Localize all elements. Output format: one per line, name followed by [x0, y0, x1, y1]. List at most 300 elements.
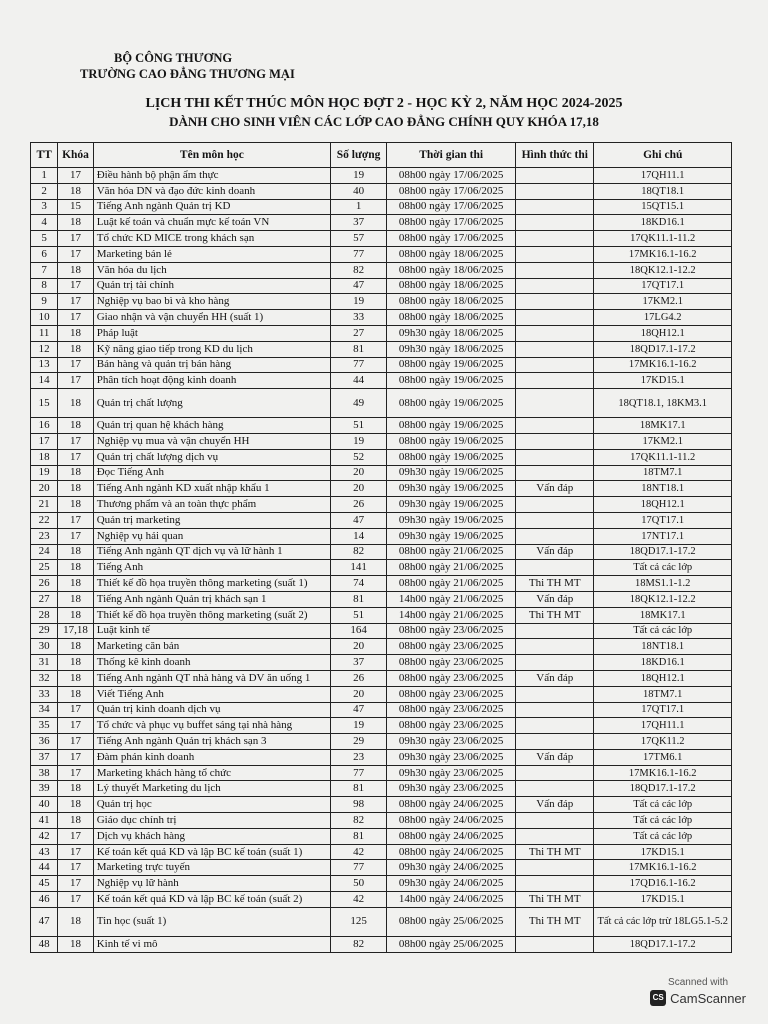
cell-format: Thi TH MT [516, 892, 594, 908]
cell-quantity: 74 [331, 576, 387, 592]
cell-format [516, 294, 594, 310]
cell-tt: 31 [31, 655, 58, 671]
table-row [31, 449, 732, 465]
cell-notes: 18MK17.1 [594, 607, 732, 623]
cell-notes: 17QK11.1-11.2 [594, 449, 732, 465]
cell-tt: 36 [31, 734, 58, 750]
cell-format [516, 262, 594, 278]
cell-subject: Văn hóa DN và đạo đức kinh doanh [93, 183, 330, 199]
cell-format [516, 702, 594, 718]
table-row [31, 183, 732, 199]
cell-quantity: 141 [331, 560, 387, 576]
table-row [31, 655, 732, 671]
table-row [31, 465, 732, 481]
cell-time: 08h00 ngày 18/06/2025 [387, 278, 516, 294]
cell-format [516, 560, 594, 576]
camscanner-watermark [650, 977, 746, 1006]
cell-khoa: 17 [58, 168, 93, 184]
cell-quantity: 37 [331, 215, 387, 231]
cell-format [516, 860, 594, 876]
cell-notes: 17MK16.1-16.2 [594, 357, 732, 373]
cell-khoa: 17 [58, 278, 93, 294]
cell-khoa: 18 [58, 389, 93, 418]
cell-tt: 21 [31, 497, 58, 513]
table-row [31, 373, 732, 389]
cell-tt: 41 [31, 813, 58, 829]
cell-format [516, 936, 594, 952]
cell-quantity: 82 [331, 813, 387, 829]
cell-khoa: 17 [58, 844, 93, 860]
cell-time: 08h00 ngày 18/06/2025 [387, 310, 516, 326]
cell-quantity: 82 [331, 544, 387, 560]
cell-time: 09h30 ngày 19/06/2025 [387, 528, 516, 544]
cell-subject: Tiếng Anh ngành QT dịch vụ và lữ hành 1 [93, 544, 330, 560]
cell-khoa: 18 [58, 418, 93, 434]
cell-notes: Tất cả các lớp [594, 828, 732, 844]
cell-format [516, 389, 594, 418]
cell-tt: 42 [31, 828, 58, 844]
column-header-tt: TT [31, 143, 58, 168]
cell-notes: 17KD15.1 [594, 892, 732, 908]
cell-notes: 18QH12.1 [594, 670, 732, 686]
cell-khoa: 18 [58, 262, 93, 278]
document-title: LỊCH THI KẾT THÚC MÔN HỌC ĐỢT 2 - HỌC KỲ 2, NĂM HỌC 2024-2025 [145, 96, 623, 111]
cell-notes: 17QH11.1 [594, 168, 732, 184]
cell-tt: 19 [31, 465, 58, 481]
cell-khoa: 18 [58, 591, 93, 607]
column-header-khoa: Khóa [58, 143, 93, 168]
cell-tt: 18 [31, 449, 58, 465]
cell-khoa: 17 [58, 528, 93, 544]
cell-khoa: 17 [58, 702, 93, 718]
column-header-quantity: Số lượng [331, 143, 387, 168]
cell-khoa: 17 [58, 749, 93, 765]
table-row [31, 246, 732, 262]
cell-khoa: 15 [58, 199, 93, 215]
cell-subject: Luật kế toán và chuẩn mực kế toán VN [93, 215, 330, 231]
table-row [31, 576, 732, 592]
cell-quantity: 77 [331, 246, 387, 262]
cell-notes: 17KM2.1 [594, 433, 732, 449]
cell-khoa: 17 [58, 433, 93, 449]
cell-time: 08h00 ngày 19/06/2025 [387, 357, 516, 373]
cell-quantity: 82 [331, 262, 387, 278]
cell-quantity: 82 [331, 936, 387, 952]
cell-khoa: 18 [58, 183, 93, 199]
cell-time: 08h00 ngày 17/06/2025 [387, 215, 516, 231]
table-row [31, 310, 732, 326]
cell-notes: 17QT17.1 [594, 702, 732, 718]
cell-format [516, 512, 594, 528]
cell-time: 09h30 ngày 23/06/2025 [387, 749, 516, 765]
table-row [31, 481, 732, 497]
cell-tt: 30 [31, 639, 58, 655]
cell-subject: Marketing trực tuyến [93, 860, 330, 876]
cell-quantity: 77 [331, 357, 387, 373]
cell-quantity: 125 [331, 907, 387, 936]
cell-quantity: 19 [331, 433, 387, 449]
cell-time: 08h00 ngày 18/06/2025 [387, 262, 516, 278]
cell-khoa: 18 [58, 936, 93, 952]
cell-tt: 1 [31, 168, 58, 184]
cell-khoa: 17 [58, 734, 93, 750]
cell-quantity: 52 [331, 449, 387, 465]
cell-khoa: 17 [58, 718, 93, 734]
cell-format [516, 639, 594, 655]
table-row [31, 357, 732, 373]
cell-time: 09h30 ngày 23/06/2025 [387, 765, 516, 781]
cell-quantity: 164 [331, 623, 387, 639]
table-row [31, 860, 732, 876]
cell-khoa: 18 [58, 607, 93, 623]
cell-subject: Tiếng Anh ngành QT nhà hàng và DV ăn uống 1 [93, 670, 330, 686]
cell-format [516, 718, 594, 734]
cell-subject: Thương phẩm và an toàn thực phẩm [93, 497, 330, 513]
table-row [31, 670, 732, 686]
cell-tt: 28 [31, 607, 58, 623]
table-row [31, 639, 732, 655]
cell-time: 08h00 ngày 21/06/2025 [387, 576, 516, 592]
cell-format [516, 433, 594, 449]
cell-notes: 17QK11.1-11.2 [594, 231, 732, 247]
cell-khoa: 18 [58, 481, 93, 497]
cell-notes: 17QT17.1 [594, 278, 732, 294]
cell-format [516, 813, 594, 829]
cell-format: Vấn đáp [516, 749, 594, 765]
cell-tt: 22 [31, 512, 58, 528]
cell-quantity: 33 [331, 310, 387, 326]
cell-time: 08h00 ngày 23/06/2025 [387, 686, 516, 702]
table-row [31, 341, 732, 357]
cell-subject: Văn hóa du lịch [93, 262, 330, 278]
table-row [31, 389, 732, 418]
cell-time: 08h00 ngày 21/06/2025 [387, 544, 516, 560]
cell-subject: Dịch vụ khách hàng [93, 828, 330, 844]
exam-schedule-table [30, 142, 732, 953]
cell-subject: Luật kinh tế [93, 623, 330, 639]
cell-tt: 14 [31, 373, 58, 389]
cell-format [516, 623, 594, 639]
cell-time: 08h00 ngày 18/06/2025 [387, 294, 516, 310]
table-row [31, 607, 732, 623]
cell-khoa: 17 [58, 231, 93, 247]
cell-notes: 18QT18.1, 18KM3.1 [594, 389, 732, 418]
cell-tt: 4 [31, 215, 58, 231]
cell-quantity: 37 [331, 655, 387, 671]
cell-quantity: 26 [331, 497, 387, 513]
cell-quantity: 26 [331, 670, 387, 686]
cell-notes: 17KD15.1 [594, 844, 732, 860]
cell-khoa: 17 [58, 246, 93, 262]
cell-subject: Marketing căn bản [93, 639, 330, 655]
cell-notes: Tất cả các lớp [594, 560, 732, 576]
cell-tt: 40 [31, 797, 58, 813]
cell-time: 08h00 ngày 18/06/2025 [387, 246, 516, 262]
cell-format [516, 465, 594, 481]
cell-quantity: 50 [331, 876, 387, 892]
table-row [31, 215, 732, 231]
cell-format [516, 373, 594, 389]
cell-tt: 39 [31, 781, 58, 797]
table-header-row [31, 143, 732, 168]
cell-subject: Nghiệp vụ hải quan [93, 528, 330, 544]
cell-quantity: 77 [331, 765, 387, 781]
cell-tt: 33 [31, 686, 58, 702]
cell-quantity: 40 [331, 183, 387, 199]
cell-subject: Bán hàng và quản trị bán hàng [93, 357, 330, 373]
cell-subject: Nghiệp vụ bao bì và kho hàng [93, 294, 330, 310]
cell-quantity: 51 [331, 607, 387, 623]
cell-tt: 32 [31, 670, 58, 686]
cell-quantity: 20 [331, 686, 387, 702]
cell-khoa: 18 [58, 639, 93, 655]
cell-quantity: 81 [331, 591, 387, 607]
school-name: TRƯỜNG CAO ĐẲNG THƯƠNG MẠI [80, 67, 295, 81]
table-row [31, 781, 732, 797]
cell-notes: 18QK12.1-12.2 [594, 262, 732, 278]
organization-header [80, 50, 295, 82]
cell-format [516, 828, 594, 844]
ministry-name: BỘ CÔNG THƯƠNG [114, 51, 233, 65]
cell-notes: 18QD17.1-17.2 [594, 781, 732, 797]
cell-time: 08h00 ngày 23/06/2025 [387, 670, 516, 686]
cell-notes: 17MK16.1-16.2 [594, 246, 732, 262]
cell-format [516, 341, 594, 357]
cell-time: 09h30 ngày 19/06/2025 [387, 497, 516, 513]
column-header-notes: Ghi chú [594, 143, 732, 168]
table-row [31, 325, 732, 341]
cell-quantity: 81 [331, 828, 387, 844]
cell-format [516, 686, 594, 702]
cell-notes: 18QD17.1-17.2 [594, 341, 732, 357]
cell-notes: 17QK11.2 [594, 734, 732, 750]
cell-tt: 25 [31, 560, 58, 576]
cell-subject: Giáo dục chính trị [93, 813, 330, 829]
cell-time: 08h00 ngày 24/06/2025 [387, 797, 516, 813]
cell-quantity: 19 [331, 718, 387, 734]
cell-format [516, 325, 594, 341]
cell-subject: Kế toán kết quả KD và lập BC kế toán (suất 2) [93, 892, 330, 908]
column-header-subject: Tên môn học [93, 143, 330, 168]
cell-notes: Tất cả các lớp [594, 797, 732, 813]
cell-format [516, 876, 594, 892]
cell-quantity: 20 [331, 639, 387, 655]
camscanner-logo-icon: CS [650, 990, 666, 1006]
cell-format: Thi TH MT [516, 844, 594, 860]
cell-quantity: 81 [331, 781, 387, 797]
table-body [31, 168, 732, 953]
cell-quantity: 57 [331, 231, 387, 247]
cell-notes: Tất cả các lớp [594, 813, 732, 829]
cell-notes: 17KM2.1 [594, 294, 732, 310]
cell-quantity: 49 [331, 389, 387, 418]
cell-time: 08h00 ngày 25/06/2025 [387, 936, 516, 952]
cell-khoa: 17 [58, 876, 93, 892]
cell-time: 08h00 ngày 24/06/2025 [387, 813, 516, 829]
cell-subject: Quản trị chất lượng [93, 389, 330, 418]
cell-subject: Quản trị chất lượng dịch vụ [93, 449, 330, 465]
cell-khoa: 18 [58, 813, 93, 829]
cell-subject: Tổ chức và phục vụ buffet sáng tại nhà hàng [93, 718, 330, 734]
table-row [31, 936, 732, 952]
cell-quantity: 42 [331, 844, 387, 860]
cell-tt: 9 [31, 294, 58, 310]
cell-khoa: 17 [58, 512, 93, 528]
cell-quantity: 42 [331, 892, 387, 908]
cell-time: 09h30 ngày 23/06/2025 [387, 781, 516, 797]
cell-khoa: 17 [58, 449, 93, 465]
cell-time: 14h00 ngày 24/06/2025 [387, 892, 516, 908]
column-header-format: Hình thức thi [516, 143, 594, 168]
cell-time: 09h30 ngày 19/06/2025 [387, 481, 516, 497]
cell-tt: 13 [31, 357, 58, 373]
cell-tt: 48 [31, 936, 58, 952]
cell-time: 09h30 ngày 24/06/2025 [387, 876, 516, 892]
table-row [31, 907, 732, 936]
cell-format [516, 734, 594, 750]
cell-subject: Lý thuyết Marketing du lịch [93, 781, 330, 797]
cell-time: 08h00 ngày 24/06/2025 [387, 828, 516, 844]
cell-tt: 45 [31, 876, 58, 892]
cell-format [516, 278, 594, 294]
cell-format [516, 528, 594, 544]
scanner-brand [650, 990, 746, 1006]
table-row [31, 199, 732, 215]
table-row [31, 734, 732, 750]
cell-format [516, 231, 594, 247]
cell-quantity: 19 [331, 294, 387, 310]
table-row [31, 544, 732, 560]
cell-tt: 20 [31, 481, 58, 497]
cell-khoa: 18 [58, 497, 93, 513]
cell-notes: 18TM7.1 [594, 465, 732, 481]
cell-notes: 18MK17.1 [594, 418, 732, 434]
cell-subject: Kinh tế vi mô [93, 936, 330, 952]
cell-time: 09h30 ngày 18/06/2025 [387, 341, 516, 357]
cell-khoa: 18 [58, 655, 93, 671]
cell-time: 14h00 ngày 21/06/2025 [387, 607, 516, 623]
cell-tt: 34 [31, 702, 58, 718]
document-titles [0, 95, 768, 131]
cell-subject: Quản trị kinh doanh dịch vụ [93, 702, 330, 718]
table-row [31, 512, 732, 528]
cell-time: 08h00 ngày 25/06/2025 [387, 907, 516, 936]
table-row [31, 813, 732, 829]
cell-khoa: 18 [58, 576, 93, 592]
cell-tt: 15 [31, 389, 58, 418]
cell-quantity: 51 [331, 418, 387, 434]
cell-khoa: 17 [58, 892, 93, 908]
cell-khoa: 17 [58, 310, 93, 326]
table-row [31, 702, 732, 718]
table-row [31, 497, 732, 513]
cell-time: 08h00 ngày 23/06/2025 [387, 639, 516, 655]
cell-format: Vấn đáp [516, 591, 594, 607]
cell-time: 08h00 ngày 19/06/2025 [387, 373, 516, 389]
cell-tt: 10 [31, 310, 58, 326]
table-row [31, 528, 732, 544]
table-row [31, 591, 732, 607]
cell-format [516, 765, 594, 781]
cell-khoa: 18 [58, 325, 93, 341]
cell-subject: Tiếng Anh ngành Quản trị KD [93, 199, 330, 215]
table-row [31, 686, 732, 702]
cell-tt: 46 [31, 892, 58, 908]
cell-time: 08h00 ngày 23/06/2025 [387, 623, 516, 639]
cell-tt: 35 [31, 718, 58, 734]
cell-subject: Quản trị tài chính [93, 278, 330, 294]
cell-notes: 18QH12.1 [594, 497, 732, 513]
cell-tt: 37 [31, 749, 58, 765]
cell-notes: 18MS1.1-1.2 [594, 576, 732, 592]
cell-tt: 24 [31, 544, 58, 560]
cell-time: 08h00 ngày 19/06/2025 [387, 418, 516, 434]
cell-quantity: 47 [331, 278, 387, 294]
cell-time: 08h00 ngày 17/06/2025 [387, 183, 516, 199]
cell-subject: Nghiệp vụ lữ hành [93, 876, 330, 892]
cell-subject: Quản trị học [93, 797, 330, 813]
column-header-time: Thời gian thi [387, 143, 516, 168]
cell-khoa: 18 [58, 670, 93, 686]
table-row [31, 765, 732, 781]
cell-quantity: 47 [331, 512, 387, 528]
cell-tt: 3 [31, 199, 58, 215]
cell-tt: 29 [31, 623, 58, 639]
cell-quantity: 23 [331, 749, 387, 765]
scanner-caption: Scanned with [668, 977, 729, 988]
cell-notes: 17QD16.1-16.2 [594, 876, 732, 892]
cell-format [516, 246, 594, 262]
table-row [31, 418, 732, 434]
cell-subject: Tổ chức KD MICE trong khách sạn [93, 231, 330, 247]
cell-notes: Tất cả các lớp trừ 18LG5.1-5.2 [594, 907, 732, 936]
cell-subject: Nghiệp vụ mua và vận chuyển HH [93, 433, 330, 449]
cell-time: 09h30 ngày 18/06/2025 [387, 325, 516, 341]
cell-khoa: 18 [58, 781, 93, 797]
cell-time: 08h00 ngày 17/06/2025 [387, 199, 516, 215]
cell-notes: 18QD17.1-17.2 [594, 936, 732, 952]
cell-format [516, 168, 594, 184]
cell-subject: Đàm phán kinh doanh [93, 749, 330, 765]
cell-subject: Pháp luật [93, 325, 330, 341]
cell-time: 08h00 ngày 19/06/2025 [387, 449, 516, 465]
cell-tt: 16 [31, 418, 58, 434]
cell-subject: Tin học (suất 1) [93, 907, 330, 936]
cell-subject: Thống kê kinh doanh [93, 655, 330, 671]
cell-subject: Thiết kế đồ họa truyền thông marketing (suất 2) [93, 607, 330, 623]
cell-time: 08h00 ngày 24/06/2025 [387, 844, 516, 860]
cell-format: Thi TH MT [516, 907, 594, 936]
cell-subject: Phân tích hoạt động kinh doanh [93, 373, 330, 389]
table-row [31, 623, 732, 639]
cell-format [516, 418, 594, 434]
cell-khoa: 18 [58, 544, 93, 560]
cell-format: Vấn đáp [516, 481, 594, 497]
cell-notes: 18NT18.1 [594, 639, 732, 655]
cell-notes: 18NT18.1 [594, 481, 732, 497]
table-row [31, 828, 732, 844]
cell-quantity: 27 [331, 325, 387, 341]
scanner-brand-name: CamScanner [670, 990, 746, 1006]
cell-quantity: 47 [331, 702, 387, 718]
cell-format [516, 497, 594, 513]
cell-quantity: 20 [331, 465, 387, 481]
cell-notes: 18QH12.1 [594, 325, 732, 341]
cell-tt: 47 [31, 907, 58, 936]
cell-tt: 6 [31, 246, 58, 262]
cell-khoa: 17 [58, 765, 93, 781]
cell-format: Thi TH MT [516, 607, 594, 623]
